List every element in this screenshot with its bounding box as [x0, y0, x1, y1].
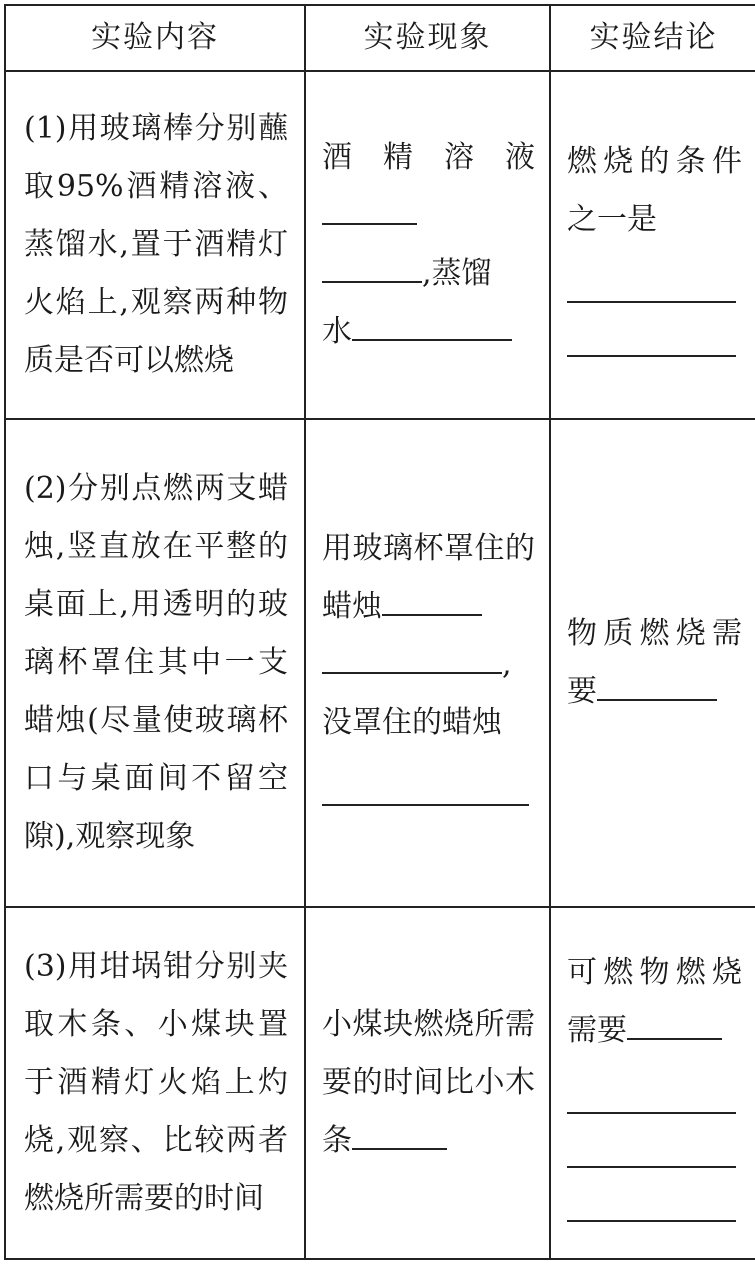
answer-blank[interactable] — [382, 584, 482, 616]
answer-blank[interactable] — [627, 1008, 722, 1040]
answer-blank[interactable] — [567, 1060, 736, 1114]
phenomenon-text — [306, 129, 549, 361]
content-text: (3)用坩埚钳分别夹取木条、小煤块置于酒精灯火焰上灼烧,观察、比较两者燃烧所需要的时间 — [24, 949, 288, 1216]
header-conclusion: 实验结论 — [550, 5, 755, 71]
phenomenon-text — [306, 520, 549, 806]
header-content: 实验内容 — [5, 5, 305, 71]
answer-blank[interactable] — [567, 1114, 736, 1168]
phenomenon-cell — [305, 71, 550, 419]
phenomenon-part: 用玻璃杯罩住的蜡烛 — [322, 531, 535, 624]
conclusion-part: 物质燃烧需要 — [567, 616, 742, 709]
phenomenon-part: 小煤块燃烧所需要的时间比小木条 — [322, 1007, 535, 1158]
answer-blank[interactable] — [322, 642, 502, 674]
header-phenomenon: 实验现象 — [305, 5, 550, 71]
answer-blank[interactable] — [322, 752, 529, 806]
phenomenon-part: ,蒸馏 — [422, 256, 492, 291]
conclusion-part: 可燃物燃烧需要 — [567, 955, 742, 1048]
table-row — [5, 419, 755, 907]
conclusion-cell — [550, 907, 755, 1259]
header-row — [5, 5, 755, 71]
content-cell — [5, 907, 305, 1259]
answer-blank[interactable] — [322, 251, 422, 283]
answer-blank[interactable] — [352, 309, 512, 341]
conclusion-part: 燃烧的条件之一是 — [567, 144, 742, 237]
table-row — [5, 71, 755, 419]
content-text: (2)分别点燃两支蜡烛,竖直放在平整的桌面上,用透明的玻璃杯罩住其中一支蜡烛(尽量使玻璃杯口与桌面间不留空隙),观察现象 — [24, 471, 288, 854]
conclusion-cell — [550, 71, 755, 419]
phenomenon-cell — [305, 419, 550, 907]
content-text: (1)用玻璃棒分别蘸取95%酒精溶液、蒸馏水,置于酒精灯火焰上,观察两种物质是否可以燃烧 — [24, 111, 288, 378]
answer-blank[interactable] — [567, 1168, 736, 1222]
answer-blank[interactable] — [567, 303, 736, 357]
conclusion-text — [551, 133, 755, 357]
answer-blank[interactable] — [567, 249, 736, 303]
phenomenon-part: 没罩住的蜡烛 — [322, 705, 502, 740]
conclusion-cell — [550, 419, 755, 907]
conclusion-text — [551, 944, 755, 1222]
answer-blank[interactable] — [597, 669, 717, 701]
content-cell — [5, 419, 305, 907]
phenomenon-text — [306, 996, 549, 1170]
answer-blank[interactable] — [352, 1118, 447, 1150]
experiment-table — [4, 4, 755, 1260]
phenomenon-cell — [305, 907, 550, 1259]
phenomenon-part: 水 — [322, 314, 352, 349]
table-row — [5, 907, 755, 1259]
answer-blank[interactable] — [322, 193, 417, 225]
phenomenon-part: , — [502, 647, 512, 682]
content-cell — [5, 71, 305, 419]
phenomenon-part: 酒精溶液 — [322, 140, 535, 175]
conclusion-text — [551, 605, 755, 721]
